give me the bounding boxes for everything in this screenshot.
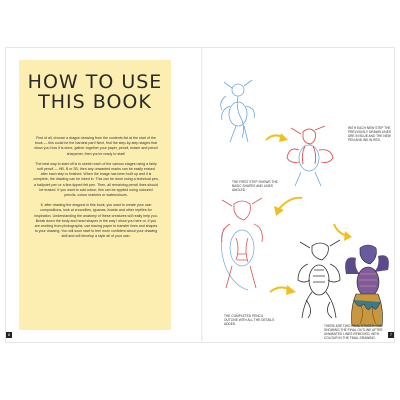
page-number-right: 7 — [389, 332, 393, 337]
caption-final: THERE ARE TWO FINAL STAGES: ONE SHOWING THE FINAL OUTLINE AFTER UNWANTED LINES REMOVED, WITH COLOUR IN THE FINAL DRAWING. — [324, 324, 383, 340]
step4-ink-outline — [294, 240, 344, 320]
book-spread — [6, 48, 394, 342]
page-number-left: 6 — [7, 332, 11, 337]
caption-next-step: WITH EACH NEW STEP THE PREVIOUSLY DRAWN LINES ARE IN BLUE AND THE NEW PEN AND INK IN RED. — [348, 126, 391, 142]
caption-completed: THE COMPLETED PENCIL OUTLINE WITH ALL THE DETAILS ADDED. — [224, 314, 275, 326]
paragraph: First of all, choose a dragon drawing from the contents list at the start of the book — this could be the hardest part! Next, find the step-by-step stages that show you how it is done, gather together your paper, pencil, eraser and pencil sharpener, then you're ready to start! — [34, 136, 158, 156]
arrow-icon — [270, 194, 306, 218]
step1-sketch — [216, 76, 266, 146]
book-gutter — [201, 48, 203, 342]
intro-panel — [19, 60, 171, 330]
arrow-icon — [330, 220, 354, 242]
arrow-icon — [264, 130, 290, 148]
step3-sketch — [214, 198, 268, 294]
title-line-1: HOW TO USE — [27, 71, 163, 93]
title-line-2: THIS BOOK — [38, 91, 152, 113]
instructions-text — [33, 136, 159, 245]
page-title — [19, 72, 171, 112]
caption-first-step: THE FIRST STEP SHOWS THE BASIC SHAPES AND LINES ANGLED. — [232, 180, 278, 192]
paragraph: The best way to start off is to sketch each of the various stages using a fairly soft pencil — HB, B or 2B, then any unwanted marks can be easily erased after each step is finished. When the image has been built up and it is complete, the drawing can be inked in. This can be done using a technical pen, a ballpoint pen or a fine-tipped felt pen. Then, all remaining pencil lines should be erased. If you want to add colour, this can be applied using coloured pencils, colour markers or watercolours. — [33, 161, 159, 198]
final-colored-dragon — [342, 244, 392, 328]
paragraph: If, after drawing the dragons in this book, you want to create your own compositions, look at crocodiles, iguanas, lizards and other reptiles for inspiration. Understanding the anatomy of these creatures will really help you. Break down the body and head shapes in the way I show you here or, if you are working from photographs, use tracing paper to transfer lines and shapes to your drawing. You will soon start to feel more confident about your drawing skill and will develop a style all of your own. — [34, 203, 158, 239]
step2-sketch — [281, 124, 341, 190]
